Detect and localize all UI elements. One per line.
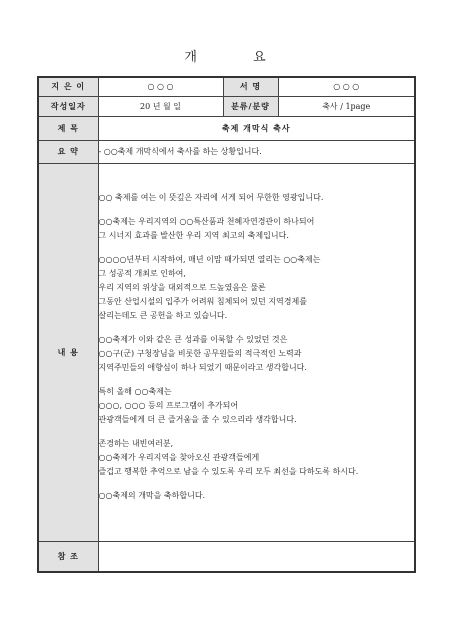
content-line: ○○축제가 우리지역을 찾아오신 관광객들에게 xyxy=(98,453,260,462)
content-line: 살리는데도 큰 공헌을 하고 있습니다. xyxy=(98,311,228,320)
content-line: 존경하는 내빈여러분, xyxy=(98,439,174,448)
content-line: 그 성공적 개최로 인하여, xyxy=(98,269,186,278)
date-value: 20 년 월 일 xyxy=(98,96,223,116)
summary-form-table xyxy=(37,76,416,573)
content-line: ○○축제의 개막을 축하합니다. xyxy=(98,491,206,500)
content-body xyxy=(98,163,415,541)
content-paragraph xyxy=(99,385,415,427)
signature-value: ○ ○ ○ xyxy=(278,77,415,96)
content-paragraph xyxy=(99,253,415,323)
summary-value: - ○○축제 개막식에서 축사를 하는 상황입니다. xyxy=(98,140,415,163)
subject-label: 제 목 xyxy=(38,116,98,140)
content-paragraphs xyxy=(99,191,415,503)
content-line: 즐겁고 행복한 추억으로 남을 수 있도록 우리 모두 최선을 다하도록 하시다. xyxy=(98,467,359,476)
category-value: 축사 / 1page xyxy=(278,96,415,116)
signature-label: 서 명 xyxy=(223,77,278,96)
content-label: 내 용 xyxy=(38,163,98,541)
author-value: ○ ○ ○ xyxy=(98,77,223,96)
content-line: 우리 지역의 위상을 대외적으로 드높였음은 물론 xyxy=(98,283,266,292)
content-line: ○○○○년부터 시작하여, 매년 이맘 때가되면 열리는 ○○축제는 xyxy=(98,255,321,264)
content-line: 지역주민들의 애향심이 하나 되었기 때문이라고 생각합니다. xyxy=(98,363,307,372)
content-paragraph xyxy=(99,489,415,503)
page-title: 개 요 xyxy=(184,50,292,65)
content-line: 그동안 산업시설의 입주가 어려워 침체되어 있던 지역경제를 xyxy=(98,297,307,306)
content-paragraph xyxy=(99,437,415,479)
content-line: ○○축제는 우리지역의 ○○특산품과 천혜자연경관이 하나되어 xyxy=(98,217,315,226)
category-label: 분류/분량 xyxy=(223,96,278,116)
content-line: 관광객들에게 더 큰 즐거움을 줄 수 있으리라 생각합니다. xyxy=(98,415,297,424)
content-paragraph xyxy=(99,333,415,375)
content-line: 특히 올해 ○○축제는 xyxy=(98,387,172,396)
reference-label: 참 조 xyxy=(38,541,98,572)
summary-label: 요 약 xyxy=(38,140,98,163)
content-line: ○○○, ○○○ 등의 프로그램이 추가되어 xyxy=(98,401,239,410)
content-line: ○○ 축제를 여는 이 뜻깊은 자리에 서게 되어 무한한 영광입니다. xyxy=(98,193,324,202)
content-paragraph xyxy=(99,191,415,205)
content-line: ○○축제가 이와 같은 큰 성과를 이룩할 수 있었던 것은 xyxy=(98,335,288,344)
date-label: 작성일자 xyxy=(38,96,98,116)
subject-value: 축제 개막식 축사 xyxy=(98,116,415,140)
reference-value xyxy=(98,541,415,572)
content-paragraph xyxy=(99,215,415,243)
content-line: 그 시너지 효과를 발산한 우리 지역 최고의 축제입니다. xyxy=(98,231,289,240)
author-label: 지 은 이 xyxy=(38,77,98,96)
content-line: ○○구(군) 구청장님을 비롯한 공무원들의 적극적인 노력과 xyxy=(98,349,302,358)
